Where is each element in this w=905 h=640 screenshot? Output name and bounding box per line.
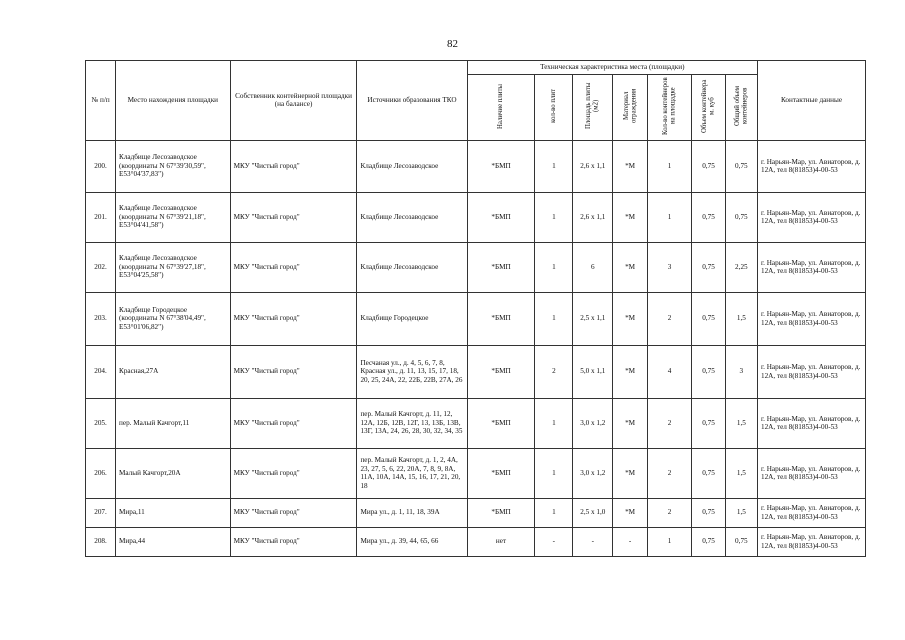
row-slab: *БМП (467, 292, 535, 345)
row-contact: г. Нарьян-Мар, ул. Авиаторов, д. 12А, тел 8(81853)4-00-53 (757, 345, 865, 398)
table-row (86, 345, 866, 398)
row-total-volume: 0,75 (725, 140, 757, 192)
row-container-volume: 0,75 (692, 448, 725, 498)
row-slab-area: 2,6 x 1,1 (573, 140, 613, 192)
row-total-volume: 1,5 (725, 292, 757, 345)
row-location: Кладбище Лесозаводское (координаты N 67°39'21,18", E53°04'41,58") (116, 192, 231, 242)
row-sources: Песчаная ул., д. 4, 5, 6, 7, 8, Красная ул., д. 11, 13, 15, 17, 18, 20, 25, 24А, 22, 22Б, 22В, 27А, 26 (357, 345, 467, 398)
row-number: 204. (86, 345, 116, 398)
row-owner: МКУ "Чистый город" (230, 448, 357, 498)
row-total-volume: 1,5 (725, 448, 757, 498)
row-slab-area: - (573, 527, 613, 556)
row-sources: Кладбище Лесозаводское (357, 242, 467, 292)
row-sources: Кладбище Лесозаводское (357, 140, 467, 192)
row-number: 202. (86, 242, 116, 292)
row-number: 200. (86, 140, 116, 192)
table-row (86, 292, 866, 345)
row-total-volume: 1,5 (725, 498, 757, 527)
row-container-volume: 0,75 (692, 527, 725, 556)
header-container-volume: Объем контейнера м. куб (692, 75, 725, 141)
row-sources: Кладбище Лесозаводское (357, 192, 467, 242)
row-total-volume: 2,25 (725, 242, 757, 292)
row-slab: нет (467, 527, 535, 556)
row-container-count: 4 (647, 345, 692, 398)
row-total-volume: 1,5 (725, 398, 757, 448)
row-owner: МКУ "Чистый город" (230, 242, 357, 292)
row-fence-material: *М (613, 140, 647, 192)
row-container-count: 2 (647, 498, 692, 527)
row-contact: г. Нарьян-Мар, ул. Авиаторов, д. 12А, тел 8(81853)4-00-53 (757, 498, 865, 527)
row-slab-area: 6 (573, 242, 613, 292)
row-contact: г. Нарьян-Мар, ул. Авиаторов, д. 12А, тел 8(81853)4-00-53 (757, 242, 865, 292)
row-container-count: 1 (647, 527, 692, 556)
row-location: Красная,27А (116, 345, 231, 398)
row-location: Кладбище Лесозаводское (координаты N 67°39'27,18", E53°04'25,58") (116, 242, 231, 292)
row-owner: МКУ "Чистый город" (230, 398, 357, 448)
table-row (86, 498, 866, 527)
row-container-count: 2 (647, 398, 692, 448)
row-location: Мира,44 (116, 527, 231, 556)
row-owner: МКУ "Чистый город" (230, 292, 357, 345)
row-contact: г. Нарьян-Мар, ул. Авиаторов, д. 12А, тел 8(81853)4-00-53 (757, 140, 865, 192)
row-slab-count: 1 (535, 242, 573, 292)
row-number: 206. (86, 448, 116, 498)
header-owner: Собственник контейнерной площадки (на балансе) (230, 61, 357, 141)
row-slab-count: 1 (535, 140, 573, 192)
row-sources: пер. Малый Качгорт, д. 1, 2, 4А, 23, 27, 5, 6, 22, 20А, 7, 8, 9, 8А, 11А, 10А, 14А, 15, 16, 17, 21, 20, 18 (357, 448, 467, 498)
row-sources: Мира ул., д. 39, 44, 65, 66 (357, 527, 467, 556)
row-total-volume: 3 (725, 345, 757, 398)
row-sources: Кладбище Городецкое (357, 292, 467, 345)
row-location: Малый Качгорт,20А (116, 448, 231, 498)
row-container-volume: 0,75 (692, 242, 725, 292)
row-fence-material: - (613, 527, 647, 556)
row-container-volume: 0,75 (692, 345, 725, 398)
row-number: 207. (86, 498, 116, 527)
page-number: 82 (447, 38, 458, 50)
row-container-volume: 0,75 (692, 498, 725, 527)
row-contact: г. Нарьян-Мар, ул. Авиаторов, д. 12А, тел 8(81853)4-00-53 (757, 527, 865, 556)
table-row (86, 192, 866, 242)
row-fence-material: *М (613, 242, 647, 292)
header-slab-count: кол-во плит (535, 75, 573, 141)
row-slab-count: 1 (535, 192, 573, 242)
row-slab-area: 3,0 x 1,2 (573, 398, 613, 448)
row-fence-material: *М (613, 398, 647, 448)
row-number: 205. (86, 398, 116, 448)
header-contacts: Контактные данные (757, 61, 865, 141)
row-container-count: 2 (647, 448, 692, 498)
row-slab: *БМП (467, 448, 535, 498)
row-slab-count: - (535, 527, 573, 556)
row-slab: *БМП (467, 345, 535, 398)
row-number: 201. (86, 192, 116, 242)
table-row (86, 527, 866, 556)
row-number: 208. (86, 527, 116, 556)
table-row (86, 398, 866, 448)
row-location: Кладбище Лесозаводское (координаты N 67°39'30,59", E53°04'37,83") (116, 140, 231, 192)
row-slab: *БМП (467, 140, 535, 192)
row-slab-area: 2,5 x 1,0 (573, 498, 613, 527)
row-slab: *БМП (467, 242, 535, 292)
header-location: Место нахождения площадки (116, 61, 231, 141)
row-container-count: 1 (647, 192, 692, 242)
row-contact: г. Нарьян-Мар, ул. Авиаторов, д. 12А, тел 8(81853)4-00-53 (757, 292, 865, 345)
row-slab: *БМП (467, 398, 535, 448)
row-container-volume: 0,75 (692, 140, 725, 192)
row-sources: Мира ул., д. 1, 11, 18, 39А (357, 498, 467, 527)
header-fence-material: Материал ограждения (613, 75, 647, 141)
row-slab-area: 5,0 x 1,1 (573, 345, 613, 398)
row-slab-area: 2,6 x 1,1 (573, 192, 613, 242)
row-owner: МКУ "Чистый город" (230, 498, 357, 527)
row-location: Кладбище Городецкое (координаты N 67°38'04,49", E53°01'06,82") (116, 292, 231, 345)
table-row (86, 448, 866, 498)
row-container-count: 2 (647, 292, 692, 345)
row-slab-area: 2,5 x 1,1 (573, 292, 613, 345)
header-slab-area: Площадь плиты (м2) (573, 75, 613, 141)
row-owner: МКУ "Чистый город" (230, 527, 357, 556)
header-num: № п/п (86, 61, 116, 141)
header-container-count: Кол-во контейнеров на площадке (647, 75, 692, 141)
header-total-volume: Общий объем контейнеров (725, 75, 757, 141)
row-contact: г. Нарьян-Мар, ул. Авиаторов, д. 12А, тел 8(81853)4-00-53 (757, 448, 865, 498)
row-contact: г. Нарьян-Мар, ул. Авиаторов, д. 12А, тел 8(81853)4-00-53 (757, 398, 865, 448)
row-fence-material: *М (613, 345, 647, 398)
row-container-volume: 0,75 (692, 192, 725, 242)
row-total-volume: 0,75 (725, 192, 757, 242)
row-slab-count: 1 (535, 398, 573, 448)
row-slab-count: 2 (535, 345, 573, 398)
container-sites-table (85, 60, 866, 557)
row-owner: МКУ "Чистый город" (230, 192, 357, 242)
row-container-count: 1 (647, 140, 692, 192)
row-fence-material: *М (613, 192, 647, 242)
row-location: пер. Малый Качгорт,11 (116, 398, 231, 448)
header-sources: Источники образования ТКО (357, 61, 467, 141)
table-row (86, 140, 866, 192)
header-slab: Наличие плиты (467, 75, 535, 141)
row-number: 203. (86, 292, 116, 345)
row-slab-count: 1 (535, 448, 573, 498)
row-container-volume: 0,75 (692, 398, 725, 448)
row-container-volume: 0,75 (692, 292, 725, 345)
table-row (86, 242, 866, 292)
row-fence-material: *М (613, 292, 647, 345)
header-tech: Техническая характеристика места (площадки) (467, 61, 757, 75)
row-slab: *БМП (467, 192, 535, 242)
row-slab-count: 1 (535, 292, 573, 345)
row-total-volume: 0,75 (725, 527, 757, 556)
row-slab-count: 1 (535, 498, 573, 527)
row-slab: *БМП (467, 498, 535, 527)
row-owner: МКУ "Чистый город" (230, 345, 357, 398)
row-fence-material: *М (613, 448, 647, 498)
row-slab-area: 3,0 x 1,2 (573, 448, 613, 498)
row-location: Мира,11 (116, 498, 231, 527)
row-sources: пер. Малый Качгорт, д. 11, 12, 12А, 12Б, 12В, 12Г, 13, 13Б, 13В, 13Г, 13А, 24, 26, 28, 30, 32, 34, 35 (357, 398, 467, 448)
row-container-count: 3 (647, 242, 692, 292)
row-owner: МКУ "Чистый город" (230, 140, 357, 192)
row-contact: г. Нарьян-Мар, ул. Авиаторов, д. 12А, тел 8(81853)4-00-53 (757, 192, 865, 242)
row-fence-material: *М (613, 498, 647, 527)
